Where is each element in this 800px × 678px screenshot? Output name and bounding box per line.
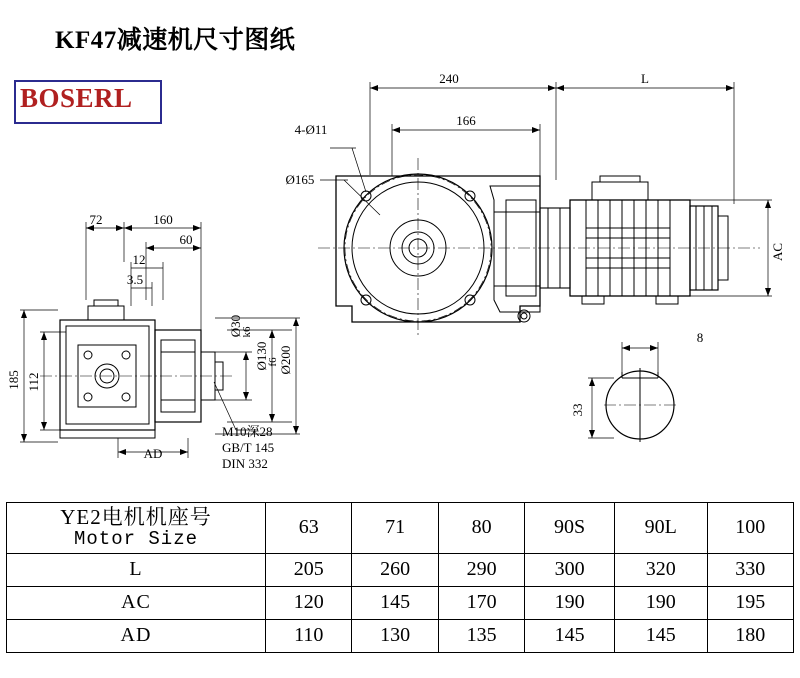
cell-AD-90s: 145 bbox=[525, 619, 615, 652]
table-row bbox=[7, 586, 794, 619]
cell-AC-100: 195 bbox=[707, 586, 793, 619]
header-size-80: 80 bbox=[438, 503, 524, 554]
note-gb-standard: GB/T 145 bbox=[222, 440, 275, 455]
dim-3-5: 3.5 bbox=[126, 272, 144, 287]
dim-185: 185 bbox=[6, 370, 21, 390]
cell-AC-90s: 190 bbox=[525, 586, 615, 619]
dim-33: 33 bbox=[570, 403, 585, 417]
dim-72: 72 bbox=[89, 212, 103, 227]
cell-AC-71: 145 bbox=[352, 586, 438, 619]
dim-166: 166 bbox=[456, 113, 476, 128]
row-label-AC: AC bbox=[7, 586, 266, 619]
cell-L-90l: 320 bbox=[614, 553, 707, 586]
cell-AC-90l: 190 bbox=[614, 586, 707, 619]
cell-AD-90l: 145 bbox=[614, 619, 707, 652]
header-motor-size-cell bbox=[7, 503, 266, 554]
header-size-90s: 90S bbox=[525, 503, 615, 554]
cell-L-71: 260 bbox=[352, 553, 438, 586]
dim-dia130f6: Ø130 bbox=[254, 341, 269, 371]
note-thread: M10深28 bbox=[222, 424, 273, 439]
cell-L-90s: 300 bbox=[525, 553, 615, 586]
cell-AC-63: 120 bbox=[266, 586, 352, 619]
cell-AD-63: 110 bbox=[266, 619, 352, 652]
shaft-detail-dimensions bbox=[588, 342, 658, 438]
dim-8: 8 bbox=[696, 330, 704, 345]
dim-AC: AC bbox=[770, 242, 785, 262]
dim-112: 112 bbox=[26, 372, 41, 392]
shaft-detail-view bbox=[604, 368, 678, 442]
note-din-standard: DIN 332 bbox=[222, 456, 268, 471]
brand-logo: BOSERL bbox=[20, 83, 133, 113]
dim-dia165: Ø165 bbox=[285, 172, 315, 187]
header-size-63: 63 bbox=[266, 503, 352, 554]
cell-AC-80: 170 bbox=[438, 586, 524, 619]
header-size-90l: 90L bbox=[614, 503, 707, 554]
header-motor-size-en: Motor Size bbox=[73, 528, 199, 551]
dim-dia130f6-tol: f6 bbox=[267, 357, 279, 367]
left-view-dimensions bbox=[20, 222, 300, 458]
cell-AD-71: 130 bbox=[352, 619, 438, 652]
header-size-100: 100 bbox=[707, 503, 793, 554]
left-side-view bbox=[40, 300, 235, 438]
header-size-71: 71 bbox=[352, 503, 438, 554]
table-row bbox=[7, 553, 794, 586]
cell-L-63: 205 bbox=[266, 553, 352, 586]
table-row bbox=[7, 619, 794, 652]
dim-240: 240 bbox=[439, 71, 459, 86]
page-title: KF47减速机尺寸图纸 bbox=[55, 27, 296, 54]
cell-AD-100: 180 bbox=[707, 619, 793, 652]
row-label-L: L bbox=[7, 553, 266, 586]
dim-12: 12 bbox=[132, 252, 146, 267]
header-motor-size-cn: YE2电机机座号 bbox=[60, 505, 212, 529]
row-label-AD: AD bbox=[7, 619, 266, 652]
dim-4xd11: 4-Ø11 bbox=[294, 122, 328, 137]
dim-AD: AD bbox=[143, 446, 163, 461]
dim-dia200: Ø200 bbox=[278, 345, 293, 375]
dim-dia30k6-tol: k6 bbox=[241, 326, 253, 338]
dim-dia30k6: Ø30 bbox=[228, 314, 243, 338]
main-front-view bbox=[318, 158, 760, 336]
dim-160: 160 bbox=[153, 212, 173, 227]
dim-60: 60 bbox=[179, 232, 193, 247]
cell-AD-80: 135 bbox=[438, 619, 524, 652]
motor-size-table bbox=[6, 502, 794, 653]
cell-L-100: 330 bbox=[707, 553, 793, 586]
table-header-row bbox=[7, 503, 794, 554]
dim-L: L bbox=[641, 71, 649, 86]
cell-L-80: 290 bbox=[438, 553, 524, 586]
